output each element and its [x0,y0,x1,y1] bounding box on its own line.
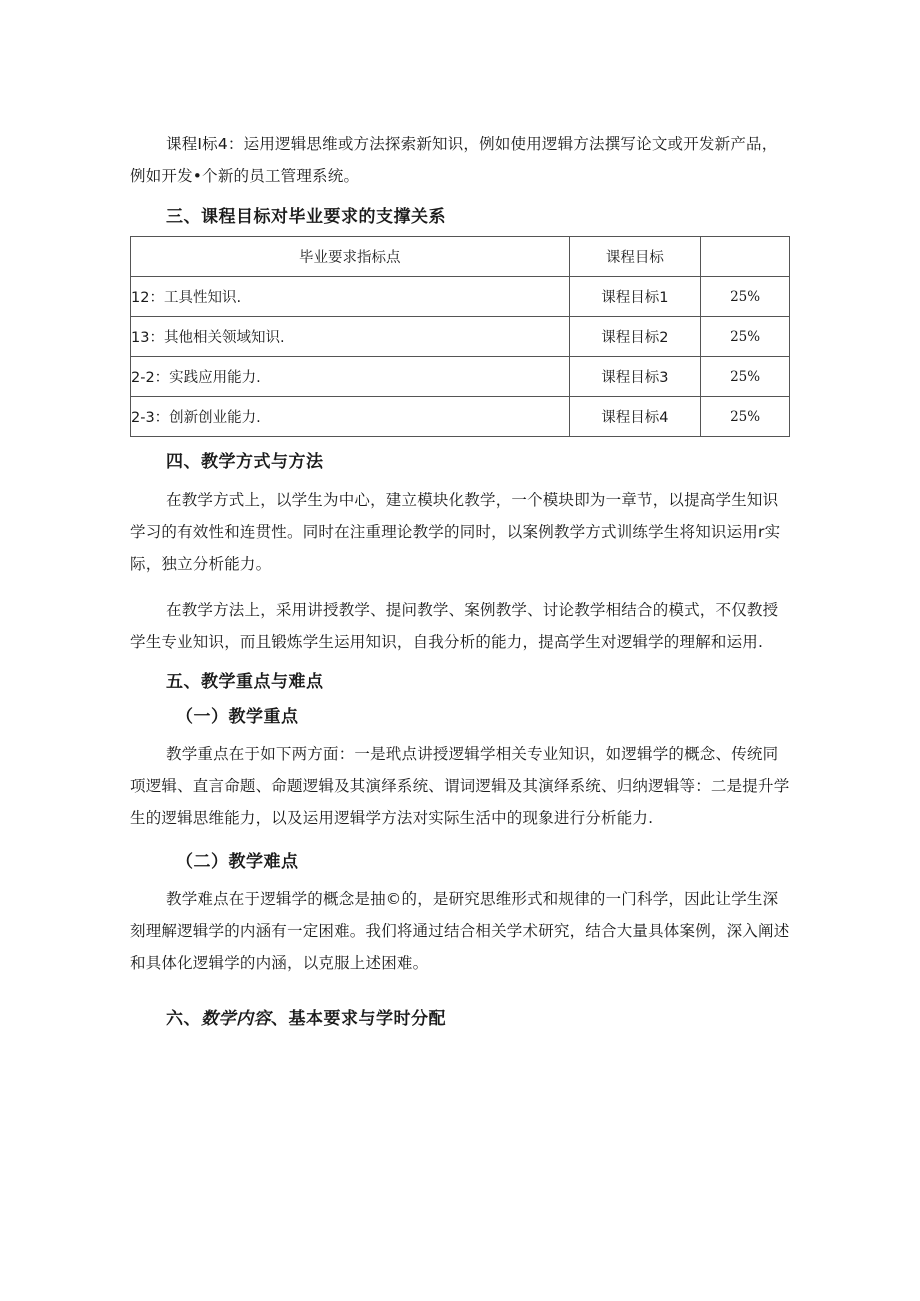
weight-cell: 25% [701,317,790,357]
objective-cell: 课程目标1 [569,277,701,317]
table-row [131,357,790,397]
objective-4-paragraph: 课程I标4：运用逻辑思维或方法探索新知识，例如使用逻辑方法撰写论文或开发新产品，例如开发•个新的员工管理系统。 [130,135,778,185]
table-row [131,317,790,357]
table-row [131,397,790,437]
section-4-heading: 四、教学方式与方法 [166,452,324,472]
indicator-cell: 2-2：实践应用能力. [131,357,570,397]
section-6-suffix: 、基本要求与学时分配 [271,1009,446,1029]
section-4-paragraph-1: 在教学方式上，以学生为中心，建立模块化教学，一个模块即为一章节，以提高学生知识学习的有效性和连贯性。同时在注重理论教学的同时，以案例教学方式训练学生将知识运用r实际，独立分析能力。 [130,491,781,573]
section-5-1-paragraph: 教学重点在于如下两方面：一是玳点讲授逻辑学相关专业知识，如逻辑学的概念、传统同项逻辑、直言命题、命题逻辑及其演绎系统、谓词逻辑及其演绎系统、归纳逻辑等：二是提升学生的逻辑思维能力，以及运用逻辑学方法对实际生活中的现象进行分析能力. [130,745,790,827]
weight-cell: 25% [701,357,790,397]
header-indicator: 毕业要求指标点 [131,237,570,277]
table-row [131,277,790,317]
table-header-row [131,237,790,277]
weight-cell: 25% [701,397,790,437]
section-6-italic: 数学内容 [201,1009,271,1029]
objective-cell: 课程目标3 [569,357,701,397]
support-table [130,236,790,437]
weight-cell: 25% [701,277,790,317]
section-6-heading [166,1004,446,1034]
header-weight [701,237,790,277]
section-6-prefix: 六、 [166,1009,201,1029]
indicator-cell: 12：工具性知识. [131,277,570,317]
header-objective: 课程目标 [569,237,701,277]
section-3-heading: 三、课程目标对毕业要求的支撑关系 [166,207,446,227]
indicator-cell: 13：其他相关领域知识. [131,317,570,357]
objective-cell: 课程目标2 [569,317,701,357]
section-4-paragraph-2: 在教学方法上，采用讲授教学、提问教学、案例教学、讨论教学相结合的模式，不仅教授学生专业知识，而且锻炼学生运用知识，自我分析的能力，提高学生对逻辑学的理解和运用. [130,601,779,651]
section-5-2-paragraph: 教学难点在于逻辑学的概念是抽©的，是研究思维形式和规律的一门科学，因此让学生深刻理解逻辑学的内涵有一定困难。我们将通过结合相关学术研究，结合大量具体案例，深入阐述和具体化逻辑学的内涵，以克服上述困难。 [130,890,790,972]
section-5-1-heading: （一）教学重点 [176,707,299,727]
section-5-2-heading: （二）教学难点 [176,852,299,872]
indicator-cell: 2-3：创新创业能力. [131,397,570,437]
section-5-heading: 五、教学重点与难点 [166,672,324,692]
objective-cell: 课程目标4 [569,397,701,437]
